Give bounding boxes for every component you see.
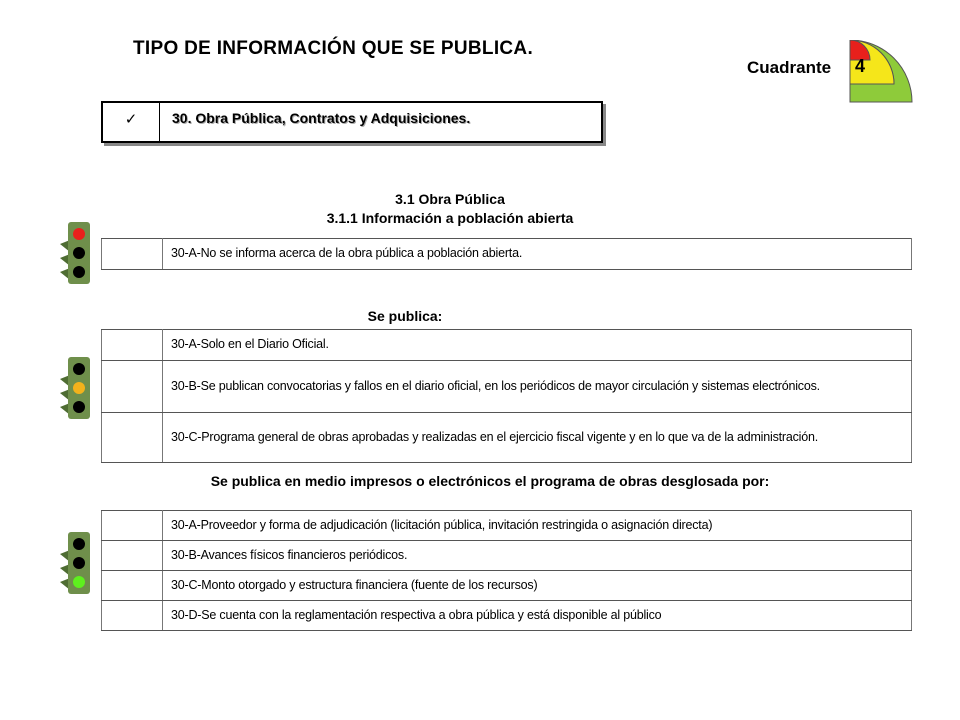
page-title: TIPO DE INFORMACIÓN QUE SE PUBLICA. (133, 38, 534, 59)
check-cell[interactable] (102, 330, 163, 361)
section1-heading: 3.1 Obra Pública (395, 191, 505, 207)
check-cell[interactable] (102, 541, 163, 571)
item-box (101, 101, 603, 143)
section1-subheading: 3.1.1 Información a población abierta (326, 210, 574, 226)
table-row (102, 413, 912, 463)
table-row (102, 601, 912, 631)
quadrant-gauge-icon (838, 40, 914, 104)
traffic-light-green-icon (58, 532, 92, 594)
table-row (102, 571, 912, 601)
quadrant-number: 4 (855, 56, 866, 76)
row-text: 30-D-Se cuenta con la reglamentación respectiva a obra pública y está disponible al público (163, 601, 912, 631)
section3-heading: Se publica en medio impresos o electrónicos el programa de obras desglosada por: (210, 473, 770, 489)
traffic-light-red-icon (58, 222, 92, 284)
check-cell[interactable] (102, 571, 163, 601)
row-text: 30-A-Solo en el Diario Oficial. (163, 330, 912, 361)
traffic-light-amber-icon (58, 357, 92, 419)
table-row (102, 361, 912, 413)
check-cell[interactable] (102, 413, 163, 463)
item-label: 30. Obra Pública, Contratos y Adquisiciones. (172, 110, 471, 126)
check-cell[interactable] (102, 239, 163, 270)
table-row (102, 239, 912, 270)
section2-heading: Se publica: (367, 308, 443, 324)
check-cell[interactable] (102, 511, 163, 541)
check-cell[interactable] (102, 601, 163, 631)
section2-table (101, 329, 912, 463)
checkmark-icon: ✓ (103, 103, 160, 141)
row-text: 30-A-No se informa acerca de la obra pública a población abierta. (163, 239, 912, 270)
row-text: 30-B-Se publican convocatorias y fallos en el diario oficial, en los periódicos de mayor circulación y sistemas electrónicos. (163, 361, 912, 413)
row-text: 30-C-Monto otorgado y estructura financiera (fuente de los recursos) (163, 571, 912, 601)
row-text: 30-A-Proveedor y forma de adjudicación (licitación pública, invitación restringida o asignación directa) (163, 511, 912, 541)
row-text: 30-B-Avances físicos financieros periódicos. (163, 541, 912, 571)
table-row (102, 541, 912, 571)
section3-table (101, 510, 912, 631)
row-text: 30-C-Programa general de obras aprobadas y realizadas en el ejercicio fiscal vigente y en lo que va de la administración. (163, 413, 912, 463)
table-row (102, 511, 912, 541)
section1-table (101, 238, 912, 270)
table-row (102, 330, 912, 361)
quadrant-label: Cuadrante (747, 58, 832, 77)
check-cell[interactable] (102, 361, 163, 413)
